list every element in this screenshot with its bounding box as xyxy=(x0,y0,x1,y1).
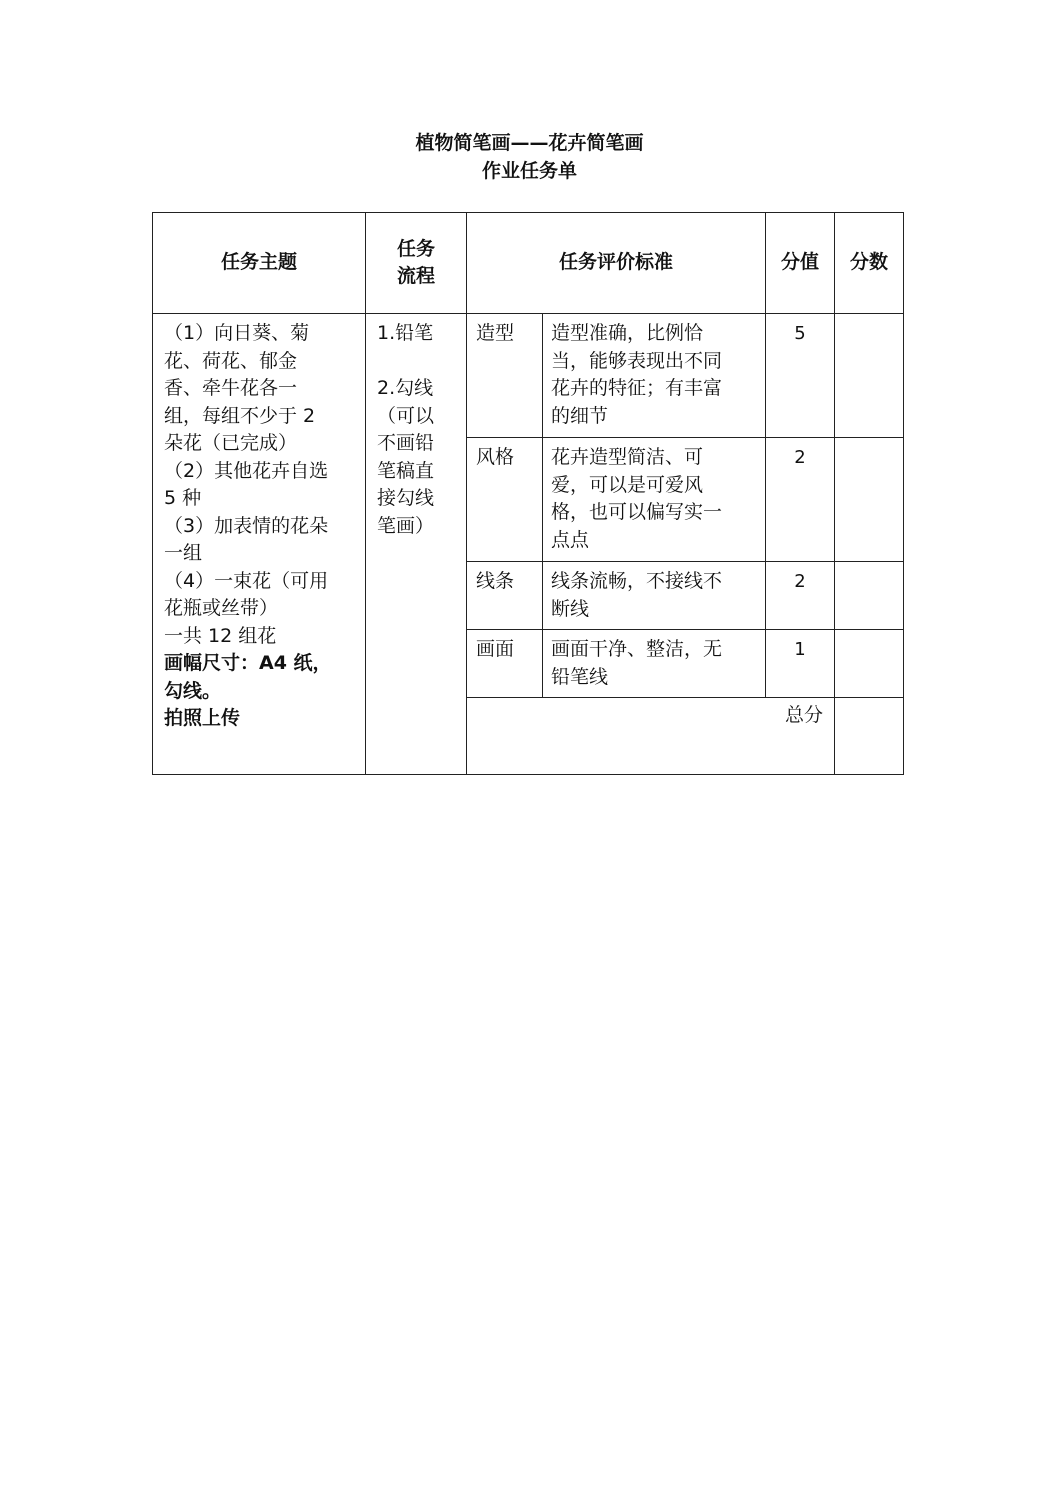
header-process-line2: 流程 xyxy=(396,265,435,287)
total-label: 总分 xyxy=(467,698,835,775)
criteria-points: 2 xyxy=(766,438,835,562)
criteria-points: 5 xyxy=(766,314,835,438)
topic-line: （2）其他花卉自选 xyxy=(164,459,329,482)
criteria-points: 1 xyxy=(766,630,835,698)
criteria-line: 爱，可以是可爱风 xyxy=(551,473,704,496)
header-criteria: 任务评价标准 xyxy=(467,213,766,314)
header-process-line1: 任务 xyxy=(396,237,435,260)
criteria-points: 2 xyxy=(766,562,835,630)
process-line: 2.勾线 xyxy=(377,377,434,399)
score-cell xyxy=(835,562,904,630)
criteria-category: 造型 xyxy=(467,314,543,438)
process-cell xyxy=(366,314,467,775)
criteria-line: 断线 xyxy=(551,597,590,620)
criteria-line: 画面干净、整洁，无 xyxy=(551,638,723,660)
criteria-row xyxy=(153,314,904,438)
criteria-description xyxy=(543,562,766,630)
process-line: 接勾线 xyxy=(377,487,435,509)
criteria-line: 当，能够表现出不同 xyxy=(551,349,723,372)
topic-line: 花瓶或丝带） xyxy=(164,597,279,619)
score-cell xyxy=(835,630,904,698)
process-line: （可以 xyxy=(377,404,435,427)
topic-line: 朵花（已完成） xyxy=(164,432,298,454)
process-line: 笔稿直 xyxy=(377,459,435,482)
criteria-description xyxy=(543,438,766,562)
header-score: 分数 xyxy=(835,213,904,314)
criteria-line: 线条流畅，不接线不 xyxy=(551,570,723,592)
topic-line: （3）加表情的花朵 xyxy=(164,514,329,537)
score-cell xyxy=(835,438,904,562)
document-subtitle: 作业任务单 xyxy=(481,160,577,182)
process-line: 笔画） xyxy=(377,514,435,537)
process-line: 1.铅笔 xyxy=(377,322,434,344)
header-process xyxy=(366,213,467,314)
criteria-line: 造型准确，比例恰 xyxy=(551,322,704,344)
criteria-category: 画面 xyxy=(467,630,543,698)
criteria-category: 线条 xyxy=(467,562,543,630)
header-row xyxy=(153,213,904,314)
topic-line: 香、牵牛花各一 xyxy=(164,377,298,399)
criteria-description xyxy=(543,630,766,698)
topic-line: 一组 xyxy=(164,542,203,564)
topic-cell xyxy=(153,314,366,775)
topic-line: （4）一束花（可用 xyxy=(164,569,329,592)
process-line: 不画铅 xyxy=(377,432,435,454)
topic-bold-line: 拍照上传 xyxy=(164,707,241,729)
topic-bold-line: 勾线。 xyxy=(164,679,222,702)
task-table xyxy=(152,212,904,775)
topic-line: 5 种 xyxy=(164,487,202,509)
criteria-line: 花卉造型简洁、可 xyxy=(551,446,704,468)
criteria-line: 的细节 xyxy=(551,404,609,427)
criteria-line: 花卉的特征；有丰富 xyxy=(551,377,723,399)
criteria-description xyxy=(543,314,766,438)
criteria-category: 风格 xyxy=(467,438,543,562)
score-cell xyxy=(835,314,904,438)
topic-line: 花、荷花、郁金 xyxy=(164,349,298,372)
header-points: 分值 xyxy=(766,213,835,314)
topic-bold-line: 画幅尺寸：A4 纸， xyxy=(164,652,332,674)
document-title: 植物简笔画——花卉简笔画 xyxy=(415,132,644,154)
criteria-line: 铅笔线 xyxy=(551,665,609,688)
topic-line: 组，每组不少于 2 xyxy=(164,404,316,427)
criteria-line: 格，也可以偏写实一 xyxy=(551,501,723,523)
total-score-cell xyxy=(835,698,904,775)
header-topic: 任务主题 xyxy=(153,213,366,314)
topic-line: 一共 12 组花 xyxy=(164,624,277,647)
topic-line: （1）向日葵、菊 xyxy=(164,322,310,344)
criteria-line: 点点 xyxy=(551,528,590,551)
process-line xyxy=(377,348,458,376)
